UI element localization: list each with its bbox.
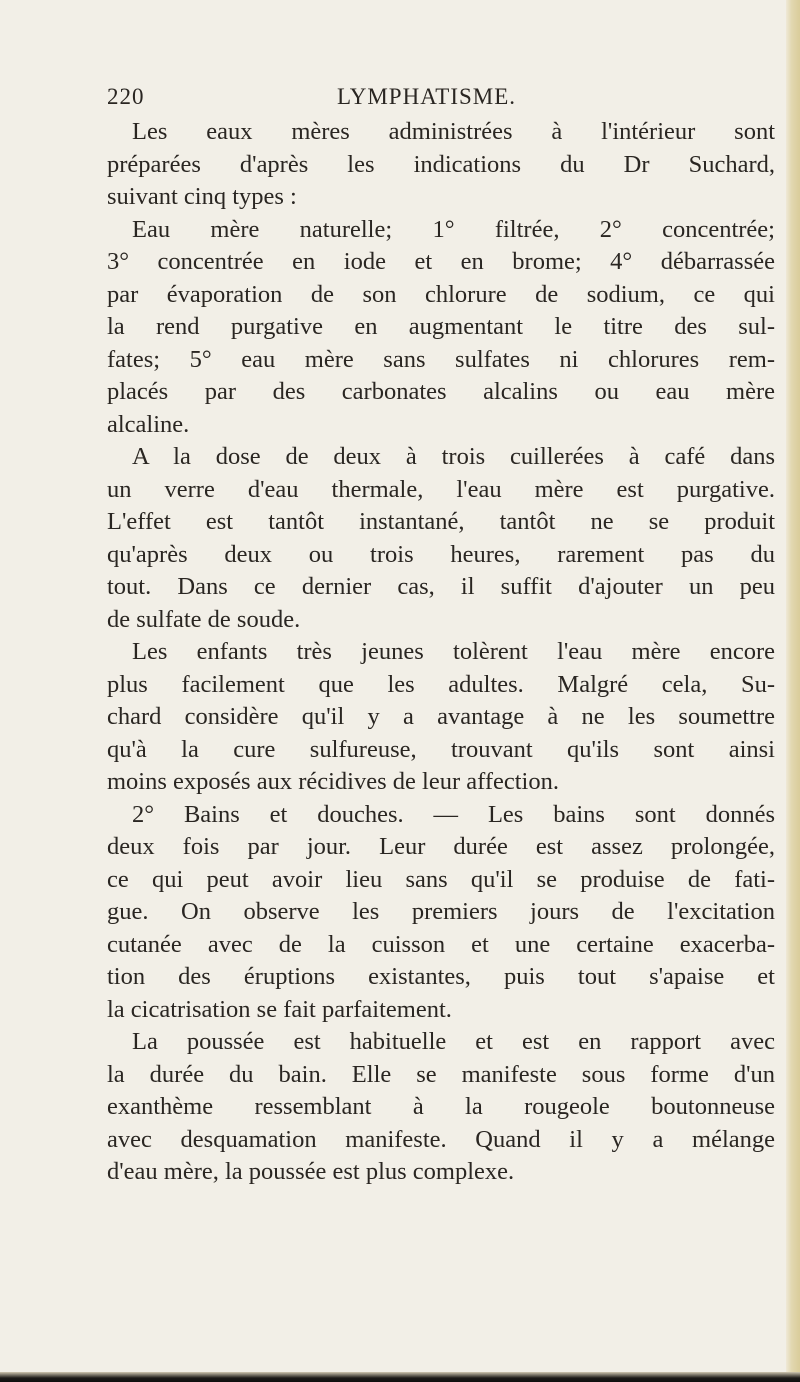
text-line: gue. On observe les premiers jours de l'excitation bbox=[107, 898, 775, 925]
body-text bbox=[107, 116, 775, 1189]
text-line: la cicatrisation se fait parfaitement. bbox=[107, 995, 452, 1023]
text-line: plus facilement que les adultes. Malgré cela, Su- bbox=[107, 670, 775, 698]
text-line: avec desquamation manifeste. Quand il y a mélange bbox=[107, 1125, 775, 1153]
text-line: qu'à la cure sulfureuse, trouvant qu'ils sont ainsi bbox=[107, 735, 775, 763]
text-line: La poussée est habituelle et est en rapport avec bbox=[132, 1028, 775, 1055]
text-line: la rend purgative en augmentant le titre des sul- bbox=[107, 313, 775, 340]
text-line: un verre d'eau thermale, l'eau mère est purgative. bbox=[107, 475, 775, 503]
bottom-border bbox=[0, 1372, 800, 1382]
text-line: de sulfate de soude. bbox=[107, 605, 301, 633]
text-line: chard considère qu'il y a avantage à ne les soumettre bbox=[107, 703, 775, 730]
text-line: 3° concentrée en iode et en brome; 4° débarrassée bbox=[107, 248, 775, 275]
text-line: Eau mère naturelle; 1° filtrée, 2° concentrée; bbox=[132, 215, 775, 243]
text-line: exanthème ressemblant à la rougeole boutonneuse bbox=[107, 1093, 775, 1120]
text-line: 2° Bains et douches. — Les bains sont donnés bbox=[132, 800, 775, 828]
text-line: tion des éruptions existantes, puis tout s'apaise et bbox=[107, 963, 775, 990]
text-line: Les eaux mères administrées à l'intérieur sont bbox=[132, 118, 775, 145]
running-header bbox=[107, 84, 707, 114]
text-line: alcaline. bbox=[107, 410, 190, 438]
text-line: fates; 5° eau mère sans sulfates ni chlorures rem- bbox=[107, 345, 775, 373]
running-title: LYMPHATISME. bbox=[337, 84, 517, 109]
text-line: moins exposés aux récidives de leur affection. bbox=[107, 768, 559, 795]
text-line: tout. Dans ce dernier cas, il suffit d'ajouter un peu bbox=[107, 573, 775, 600]
text-line: deux fois par jour. Leur durée est assez prolongée, bbox=[107, 833, 775, 860]
text-line: suivant cinq types : bbox=[107, 183, 297, 210]
page-number: 220 bbox=[107, 84, 145, 109]
text-line: placés par des carbonates alcalins ou eau mère bbox=[107, 378, 775, 405]
text-line: L'effet est tantôt instantané, tantôt ne se produit bbox=[107, 508, 775, 535]
text-line: A la dose de deux à trois cuillerées à café dans bbox=[132, 443, 775, 470]
text-line: Les enfants très jeunes tolèrent l'eau mère encore bbox=[132, 638, 775, 665]
text-line: d'eau mère, la poussée est plus complexe. bbox=[107, 1158, 515, 1185]
text-line: préparées d'après les indications du Dr Suchard, bbox=[107, 150, 775, 178]
text-line: la durée du bain. Elle se manifeste sous forme d'un bbox=[107, 1060, 775, 1088]
text-line: qu'après deux ou trois heures, rarement pas du bbox=[107, 540, 775, 568]
text-line: ce qui peut avoir lieu sans qu'il se produise de fati- bbox=[107, 865, 775, 893]
text-line: par évaporation de son chlorure de sodium, ce qui bbox=[107, 280, 775, 308]
page-edge bbox=[786, 0, 800, 1382]
text-line: cutanée avec de la cuisson et une certaine exacerba- bbox=[107, 930, 775, 958]
